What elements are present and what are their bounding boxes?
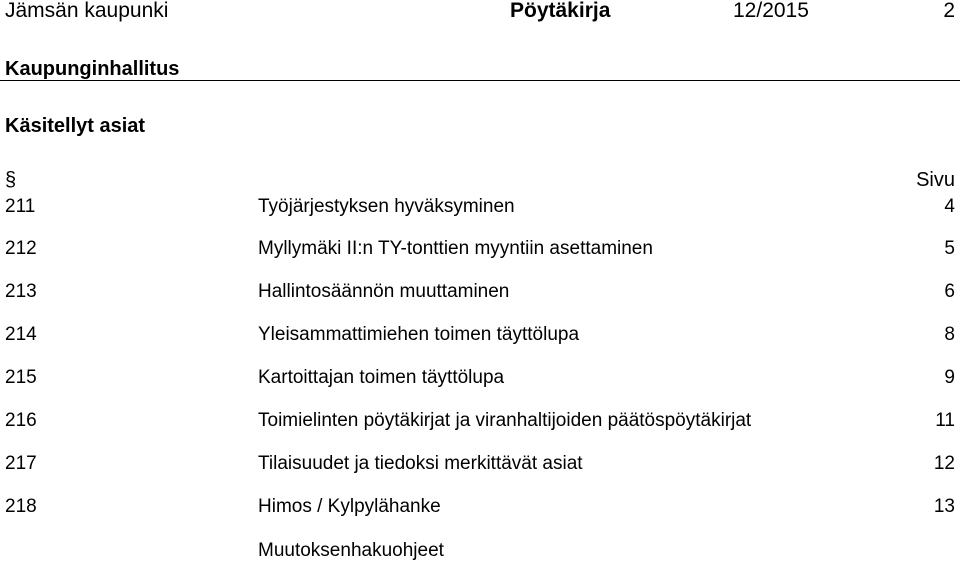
- agenda-row: [0, 279, 960, 305]
- agenda-item-title: Toimielinten pöytäkirjat ja viranhaltijoiden päätöspöytäkirjat: [258, 410, 752, 431]
- agenda-item-title: Työjärjestyksen hyväksyminen: [258, 196, 515, 217]
- agenda-item-page: 4: [944, 196, 955, 217]
- section-title: Käsitellyt asiat: [5, 115, 146, 137]
- appeal-instructions: Muutoksenhakuohjeet: [258, 540, 444, 561]
- agenda-item-number: 218: [5, 496, 37, 517]
- agenda-row: [0, 408, 960, 434]
- meeting-number: 12/2015: [733, 0, 809, 22]
- agenda-item-number: 216: [5, 410, 37, 431]
- agenda-item-page: 9: [944, 367, 955, 388]
- page-column-heading: Sivu: [916, 169, 955, 191]
- section-symbol-heading: §: [5, 169, 17, 191]
- agenda-item-title: Hallintosäännön muuttaminen: [258, 281, 510, 302]
- agenda-item-number: 217: [5, 453, 37, 474]
- agenda-item-page: 11: [935, 410, 955, 431]
- agenda-item-number: 215: [5, 367, 37, 388]
- agenda-item-page: 8: [944, 324, 955, 345]
- agenda-item-title: Tilaisuudet ja tiedoksi merkittävät asiat: [258, 453, 583, 474]
- agenda-item-page: 6: [944, 281, 955, 302]
- agenda-item-number: 214: [5, 324, 37, 345]
- agenda-row: [0, 322, 960, 348]
- agenda-item-title: Myllymäki II:n TY-tonttien myyntiin asettaminen: [258, 238, 653, 259]
- agenda-item-number: 213: [5, 281, 37, 302]
- governing-body-name: Kaupunginhallitus: [5, 58, 180, 80]
- organization-name: Jämsän kaupunki: [5, 0, 169, 22]
- agenda-row: [0, 365, 960, 391]
- agenda-item-title: Yleisammattimiehen toimen täyttölupa: [258, 324, 580, 345]
- agenda-item-number: 211: [5, 196, 36, 217]
- agenda-row: [0, 194, 960, 220]
- agenda-item-page: 12: [933, 453, 955, 474]
- agenda-row: [0, 494, 960, 520]
- agenda-item-number: 212: [5, 238, 37, 259]
- agenda-row: [0, 451, 960, 477]
- document-type: Pöytäkirja: [510, 0, 611, 22]
- agenda-item-page: 5: [944, 238, 955, 259]
- agenda-item-page: 13: [933, 496, 955, 517]
- header-divider: [0, 80, 960, 81]
- agenda-item-title: Kartoittajan toimen täyttölupa: [258, 367, 505, 388]
- agenda-item-title: Himos / Kylpylähanke: [258, 496, 441, 517]
- appeal-instructions-row: [0, 538, 960, 564]
- agenda-row: [0, 236, 960, 262]
- page-number: 2: [943, 0, 955, 22]
